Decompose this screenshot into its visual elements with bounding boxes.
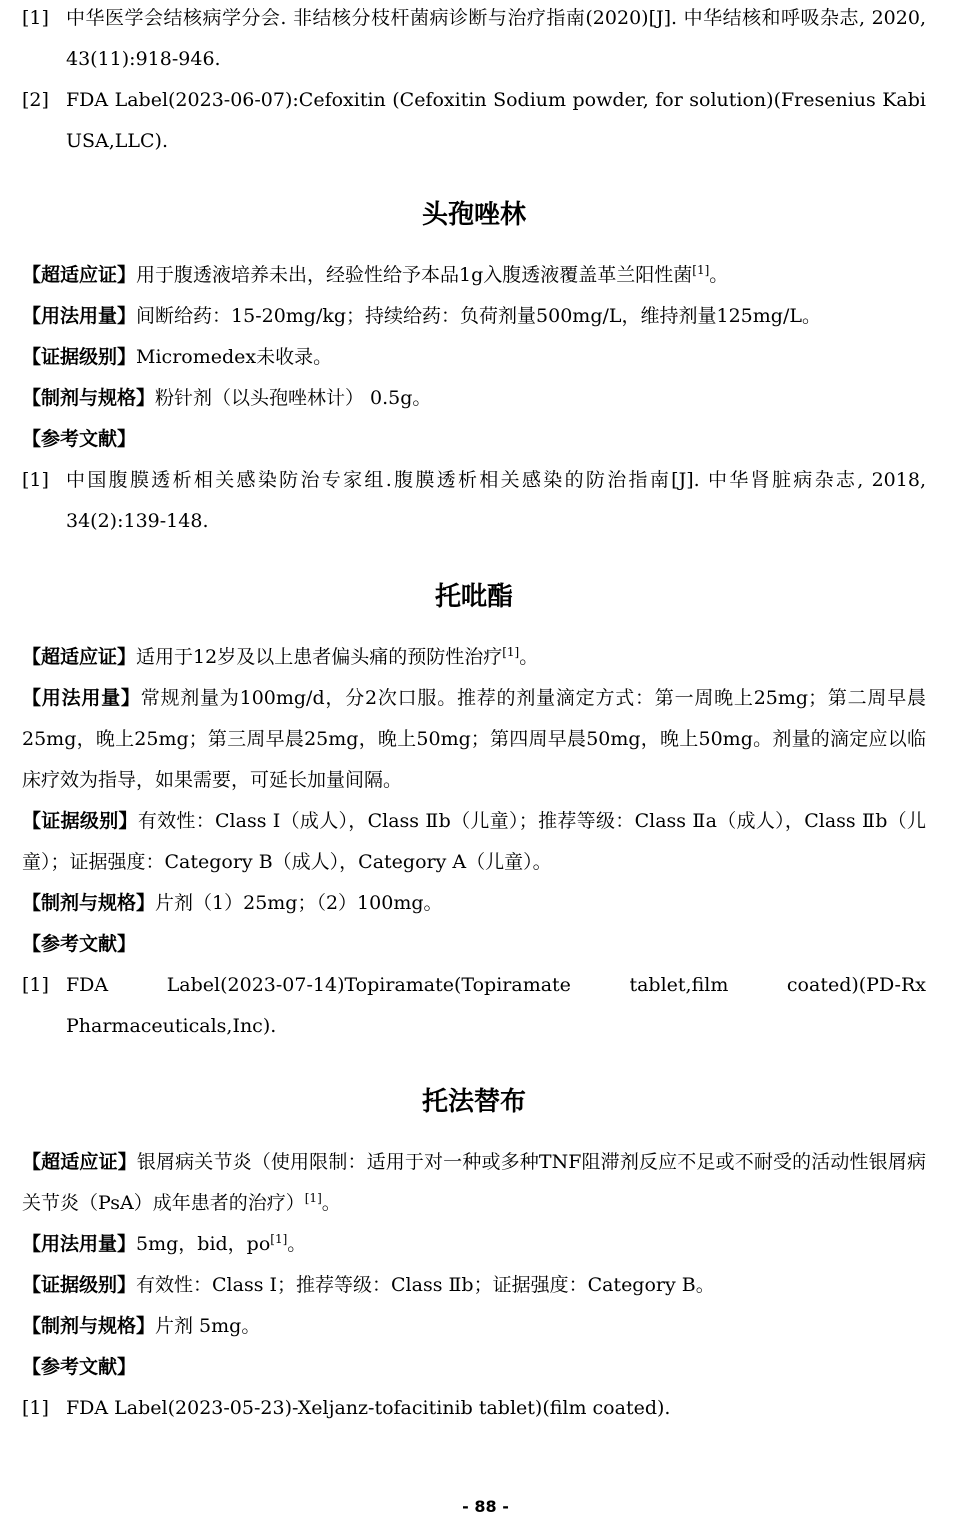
spec-paragraph bbox=[22, 378, 926, 419]
spec-paragraph bbox=[22, 1306, 926, 1347]
spec-paragraph bbox=[22, 883, 926, 924]
indication-paragraph bbox=[22, 1142, 926, 1224]
evidence-paragraph bbox=[22, 801, 926, 883]
dosage-text: 间断给药：15-20mg/kg；持续给药：负荷剂量500mg/L，维持剂量125mg/L。 bbox=[136, 305, 821, 327]
reference-text: FDA Label(2023-05-23)-Xeljanz-tofacitinib tablet)(film coated). bbox=[66, 1397, 671, 1419]
drug-section-topiramate bbox=[22, 577, 926, 1047]
dosage-paragraph bbox=[22, 678, 926, 801]
indication-text: 用于腹透液培养未出，经验性给予本品1g入腹透液覆盖革兰阳性菌 bbox=[136, 264, 693, 286]
spec-label: 【制剂与规格】 bbox=[22, 387, 156, 409]
citation-marker: [1] bbox=[502, 645, 520, 659]
evidence-label: 【证据级别】 bbox=[22, 1274, 137, 1296]
punctuation: 。 bbox=[519, 646, 539, 668]
top-reference-list bbox=[22, 0, 926, 162]
page-number: - 88 - bbox=[462, 1497, 509, 1516]
reference-item bbox=[22, 80, 926, 162]
reference-text: 中国腹膜透析相关感染防治专家组.腹膜透析相关感染的防治指南[J]. 中华肾脏病杂志, 2018, 34(2):139-148. bbox=[66, 469, 926, 532]
indication-text: 银屑病关节炎（使用限制：适用于对一种或多种TNF阻滞剂反应不足或不耐受的活动性银屑病关节炎（PsA）成年患者的治疗） bbox=[22, 1151, 926, 1214]
document-page bbox=[22, 0, 926, 1429]
evidence-text: Micromedex未收录。 bbox=[136, 346, 333, 368]
evidence-paragraph bbox=[22, 337, 926, 378]
evidence-label: 【证据级别】 bbox=[22, 810, 138, 832]
reference-item bbox=[22, 0, 926, 80]
citation-marker: [1] bbox=[270, 1232, 288, 1246]
reference-number: [1] bbox=[22, 469, 49, 491]
indication-label: 【超适应证】 bbox=[22, 1151, 137, 1173]
punctuation: 。 bbox=[709, 264, 729, 286]
punctuation: 。 bbox=[321, 1192, 341, 1214]
indication-paragraph bbox=[22, 255, 926, 296]
dosage-text: 5mg，bid，po bbox=[136, 1233, 271, 1255]
indication-text: 适用于12岁及以上患者偏头痛的预防性治疗 bbox=[136, 646, 503, 668]
citation-marker: [1] bbox=[692, 263, 710, 277]
dosage-label: 【用法用量】 bbox=[22, 687, 141, 709]
drug-section-cefazolin bbox=[22, 195, 926, 542]
indication-label: 【超适应证】 bbox=[22, 646, 137, 668]
indication-label: 【超适应证】 bbox=[22, 264, 137, 286]
spec-label: 【制剂与规格】 bbox=[22, 892, 156, 914]
indication-paragraph bbox=[22, 637, 926, 678]
punctuation: 。 bbox=[287, 1233, 307, 1255]
drug-title: 托吡酯 bbox=[434, 582, 513, 612]
references-heading bbox=[22, 419, 926, 460]
drug-title: 头孢唑林 bbox=[421, 200, 526, 230]
dosage-paragraph bbox=[22, 296, 926, 337]
reference-number: [1] bbox=[22, 974, 49, 996]
references-heading bbox=[22, 1347, 926, 1388]
references-label: 【参考文献】 bbox=[22, 428, 137, 450]
spec-label: 【制剂与规格】 bbox=[22, 1315, 156, 1337]
reference-text: FDA Label(2023-06-07):Cefoxitin (Cefoxitin Sodium powder, for solution)(Fresenius Kabi USA,LLC). bbox=[66, 89, 926, 152]
reference-text: FDA Label(2023-07-14)Topiramate(Topiramate tablet,film coated)(PD-Rx Pharmaceuticals,Inc). bbox=[66, 974, 926, 1037]
drug-title: 托法替布 bbox=[421, 1087, 526, 1117]
references-heading bbox=[22, 924, 926, 965]
dosage-label: 【用法用量】 bbox=[22, 1233, 137, 1255]
spec-text: 粉针剂（以头孢唑林计） 0.5g。 bbox=[155, 387, 432, 409]
evidence-text: 有效性：Class Ⅰ（成人），Class Ⅱb（儿童）；推荐等级：Class Ⅱa（成人），Class Ⅱb（儿童）；证据强度：Category B（成人），Category A（儿童）。 bbox=[22, 810, 926, 873]
reference-item bbox=[22, 965, 926, 1047]
reference-item bbox=[22, 460, 926, 542]
evidence-label: 【证据级别】 bbox=[22, 346, 137, 368]
references-label: 【参考文献】 bbox=[22, 1356, 137, 1378]
evidence-paragraph bbox=[22, 1265, 926, 1306]
reference-number: [1] bbox=[22, 1397, 49, 1419]
dosage-label: 【用法用量】 bbox=[22, 305, 137, 327]
spec-text: 片剂（1）25mg；（2）100mg。 bbox=[155, 892, 443, 914]
evidence-text: 有效性：Class I；推荐等级：Class Ⅱb；证据强度：Category B。 bbox=[136, 1274, 715, 1296]
reference-number: [2] bbox=[22, 89, 49, 111]
reference-item bbox=[22, 1388, 926, 1429]
drug-section-tofacitinib bbox=[22, 1082, 926, 1429]
reference-text: 中华医学会结核病学分会. 非结核分枝杆菌病诊断与治疗指南(2020)[J]. 中华结核和呼吸杂志, 2020, 43(11):918-946. bbox=[66, 7, 926, 70]
references-label: 【参考文献】 bbox=[22, 933, 137, 955]
citation-marker: [1] bbox=[304, 1191, 322, 1205]
dosage-paragraph bbox=[22, 1224, 926, 1265]
dosage-text: 常规剂量为100mg/d，分2次口服。推荐的剂量滴定方式：第一周晚上25mg；第二周早晨25mg，晚上25mg；第三周早晨25mg，晚上50mg；第四周早晨50mg，晚上50mg。剂量的滴定应以临床疗效为指导，如果需要，可延长加量间隔。 bbox=[22, 687, 926, 791]
spec-text: 片剂 5mg。 bbox=[155, 1315, 261, 1337]
reference-number: [1] bbox=[22, 7, 49, 29]
